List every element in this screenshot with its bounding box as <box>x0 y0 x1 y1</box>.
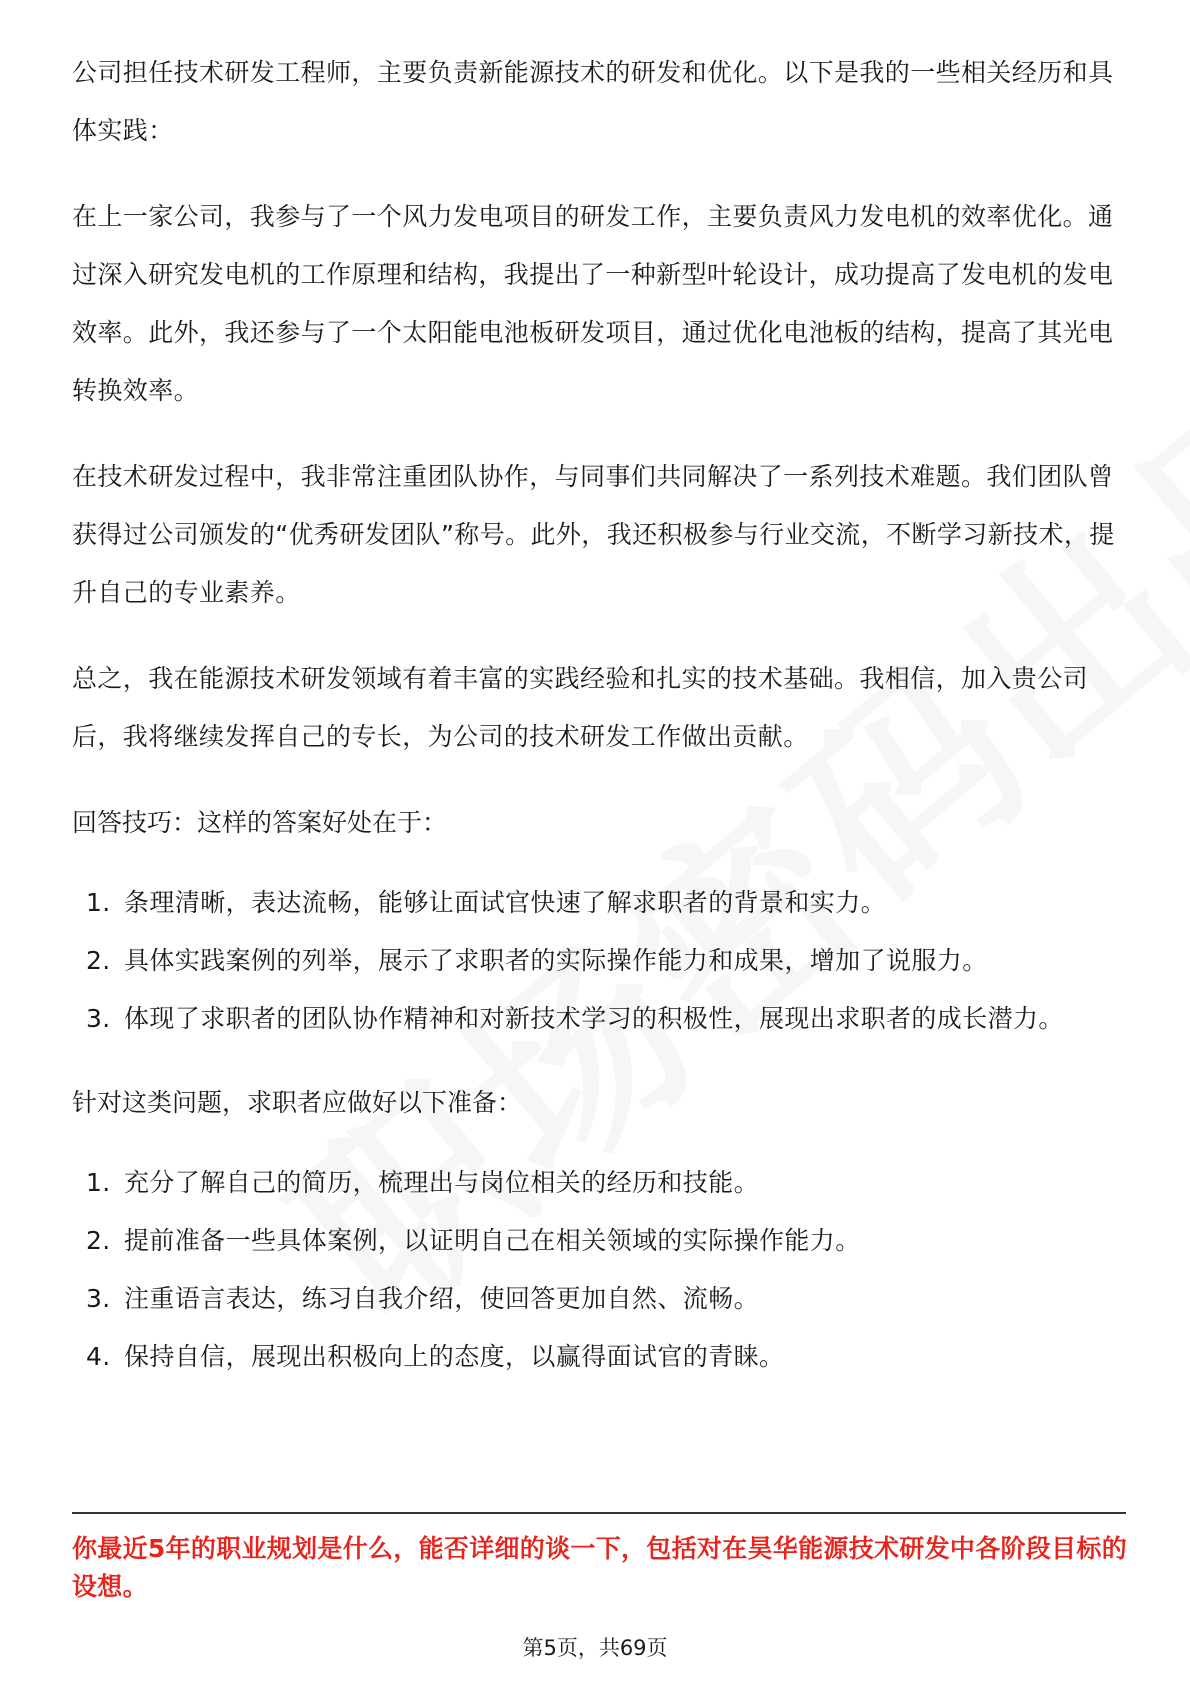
list-number: 3. <box>86 1004 111 1033</box>
list-item <box>72 990 1122 1048</box>
list-text: 保持自信，展现出积极向上的态度，以赢得面试官的青睐。 <box>124 1342 785 1371</box>
prep-heading: 针对这类问题，求职者应做好以下准备： <box>72 1088 523 1117</box>
paragraph-summary: 总之，我在能源技术研发领域有着丰富的实践经验和扎实的技术基础。我相信，加入贵公司后，我将继续发挥自己的专长，为公司的技术研发工作做出贡献。 <box>72 664 1089 751</box>
list-text: 条理清晰，表达流畅，能够让面试官快速了解求职者的背景和实力。 <box>124 888 887 917</box>
list-number: 4. <box>86 1342 111 1371</box>
list-number: 1. <box>86 888 111 917</box>
list-number: 1. <box>86 1168 111 1197</box>
next-question-title: 你最近5年的职业规划是什么，能否详细的谈一下，包括对在昊华能源技术研发中各阶段目标的设想。 <box>72 1534 1127 1601</box>
list-number: 2. <box>86 946 111 975</box>
list-text: 提前准备一些具体案例，以证明自己在相关领域的实际操作能力。 <box>124 1226 861 1255</box>
paragraph-teamwork: 在技术研发过程中，我非常注重团队协作，与同事们共同解决了一系列技术难题。我们团队曾获得过公司颁发的“优秀研发团队”称号。此外，我还积极参与行业交流，不断学习新技术，提升自己的专业素养。 <box>72 462 1115 607</box>
list-text: 注重语言表达，练习自我介绍，使回答更加自然、流畅。 <box>124 1284 760 1313</box>
list-number: 3. <box>86 1284 111 1313</box>
prep-list <box>72 1154 1122 1386</box>
list-text: 具体实践案例的列举，展示了求职者的实际操作能力和成果，增加了说服力。 <box>124 946 988 975</box>
list-item <box>72 1212 1122 1270</box>
list-item <box>72 1328 1122 1386</box>
list-item <box>72 1154 1122 1212</box>
section-divider <box>72 1512 1126 1514</box>
list-item <box>72 932 1122 990</box>
document-body <box>72 44 1122 1412</box>
page-footer: 第5页，共69页 <box>522 1636 668 1660</box>
paragraph-experience: 在上一家公司，我参与了一个风力发电项目的研发工作，主要负责风力发电机的效率优化。通过深入研究发电机的工作原理和结构，我提出了一种新型叶轮设计，成功提高了发电机的发电效率。此外，我还参与了一个太阳能电池板研发项目，通过优化电池板的结构，提高了其光电转换效率。 <box>72 202 1114 405</box>
tips-list <box>72 874 1122 1048</box>
tips-heading: 回答技巧：这样的答案好处在于： <box>72 808 448 837</box>
paragraph-intro: 公司担任技术研发工程师，主要负责新能源技术的研发和优化。以下是我的一些相关经历和具体实践： <box>72 58 1114 145</box>
list-text: 充分了解自己的简历，梳理出与岗位相关的经历和技能。 <box>124 1168 760 1197</box>
list-item <box>72 874 1122 932</box>
list-item <box>72 1270 1122 1328</box>
list-text: 体现了求职者的团队协作精神和对新技术学习的积极性，展现出求职者的成长潜力。 <box>124 1004 1064 1033</box>
list-number: 2. <box>86 1226 111 1255</box>
